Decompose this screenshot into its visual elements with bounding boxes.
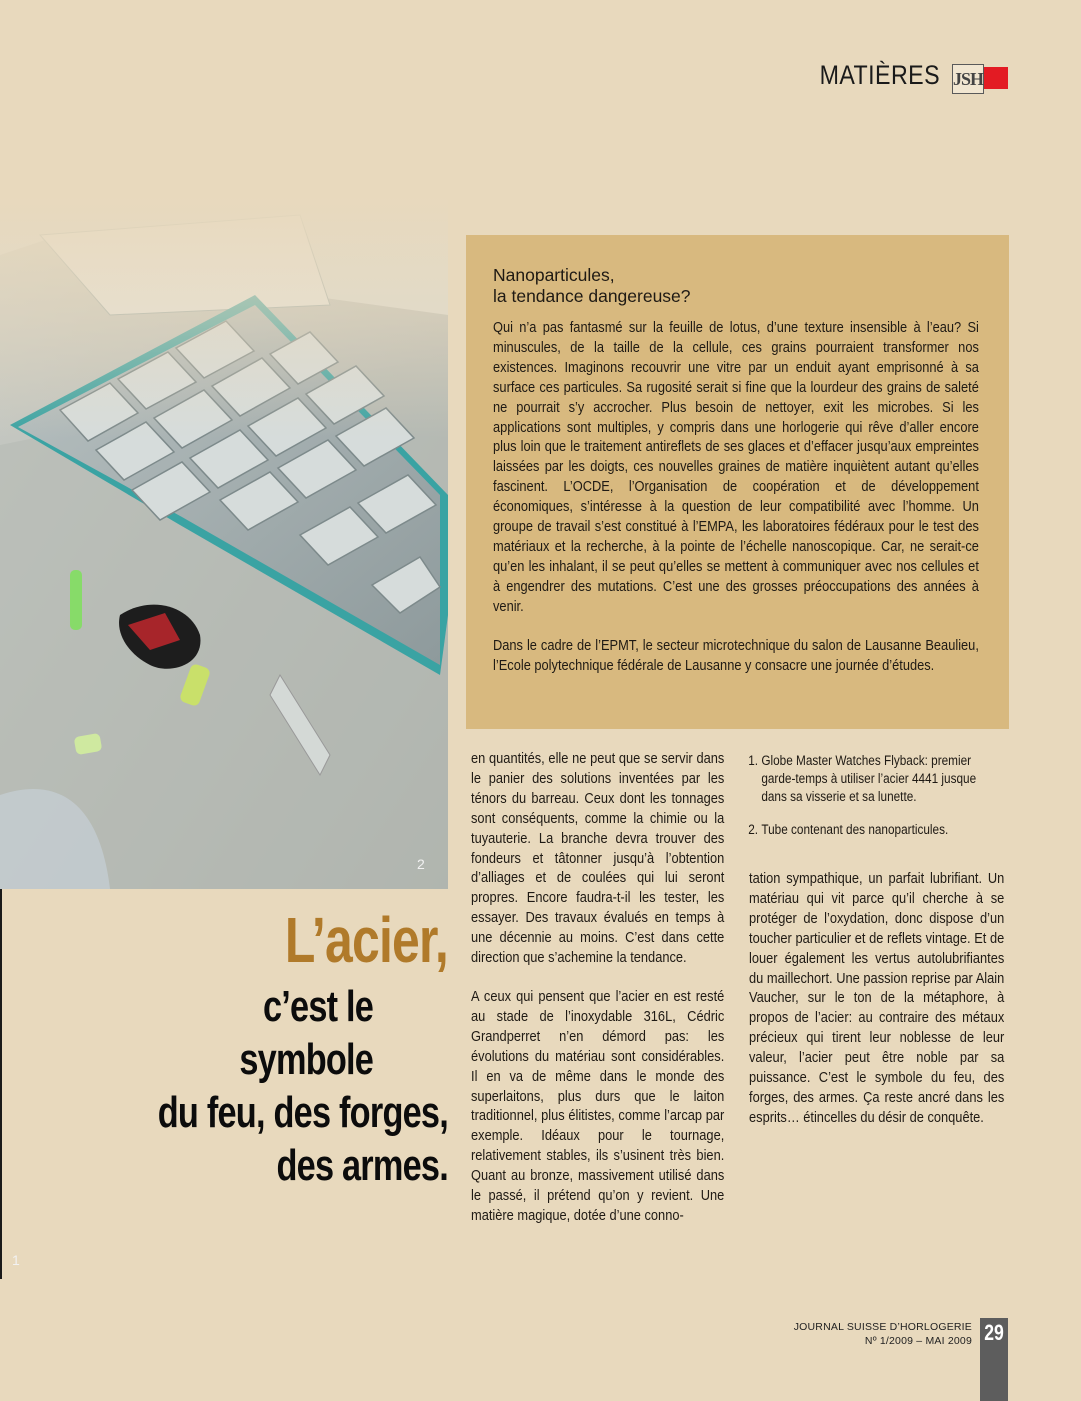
image-number-1: 1 xyxy=(12,1252,20,1268)
article-paragraph: A ceux qui pensent que l’acier en est resté au stade de l’inoxydable 316L, Cédric Grandperret n’en démord pas: les évolutions du matériau sont considérables. Il en va de même dans le monde des superlaitons, plus durs que le laiton traditionnel, plus élitistes, comme l’arcap par exemple. Idéaux pour le tournage, relativement stables, ils s’usinent très bien. Quant au bronze, massivement utilisé dans le passé, il prétend qu’on y revient. Une matière magique, dotée d’une conno- xyxy=(471,988,725,1224)
sidebar-paragraph: Qui n’a pas fantasmé sur la feuille de lotus, d’une texture insensible à l’eau? Si minuscules, de la taille de la cellule, ces grains pourraient transformer nos existences. Imaginons recouvrir une vitre par un enduit ayant emprisonné à sa surface ces particules. Sa rugosité serait si fine que la lourdeur des grains de saleté ne pourrait s’y accrocher. Plus besoin de nettoyer, exit les microbes. Si les applications sont multiples, y compris dans une horlogerie qui rêve d’aller encore plus loin que le traitement antireflets de ses glaces et d’effacer jusqu’aux empreintes laissées par les doigts, ces nouvelles graines de matière inquiètent autant qu’elles fascinent. L’OCDE, l’Organisation de coopération et de développement économiques, s’intéresse à la question de leur compatibilité avec l’homme. Un groupe de travail s’est constitué à l’EMPA, les laboratoires fédéraux pour le test des matériaux et la recherche, à la pointe de l’échelle nanoscopique. Car, ne serait-ce qu’en les inhalant, il se peut qu’elles se mettent à communiquer avec nos cellules et à engendrer des mutations. C’est une des grosses préoccupations des années à venir. xyxy=(493,320,979,615)
article-column-1 xyxy=(471,750,728,1246)
article-paragraph: en quantités, elle ne peut que se servir dans le panier des solutions inventées par les ténors du barreau. Ceux dont les tonnages sont conséquents, comme la chimie ou la tuyauterie. La branche devra trouver des fondeurs et tâtonner jusqu’à l’obtention d’alliages et de coulées qui lui seront propres. Encore faudra-t-il les tester, les essayer. Des travaux évalués en temps à une décennie au moins. C’est dans cette direction que s’achemine la tendance. xyxy=(471,751,725,967)
footer-issue: Nº 1/2009 – MAI 2009 xyxy=(864,1335,972,1347)
sidebar-title-line1: Nanoparticules, xyxy=(493,265,615,285)
sidebar-box xyxy=(466,235,1009,729)
article-paragraph: tation sympathique, un parfait lubrifiant. Un matériau qui vit parce qu’il cherche à se protéger de l’oxydation, donc dispose d’un toucher particulier et de reflets vintage. Et de louer également les vertus autolubrifiantes du maillechort. Une passion reprise par Alain Vaucher, sur le ton de la métaphore, à propos de l’acier: au contraire des métaux précieux qui tirent leur noblesse de leur valeur, l’acier peut être noble par sa puissance. C’est le symbole du feu, des forges, des armes. Ça reste ancré dans les esprits… étincelles du désir de conquête. xyxy=(749,871,1005,1126)
pull-quote xyxy=(60,900,448,1192)
footer-journal-info xyxy=(790,1320,972,1348)
pull-quote-big: L’acier, xyxy=(284,904,448,976)
sidebar-title xyxy=(493,265,691,307)
page-number: 29 xyxy=(984,1320,1004,1345)
logo-text: JSH xyxy=(952,64,984,94)
photo-captions xyxy=(749,752,1008,853)
caption-item: 1. Globe Master Watches Flyback: premier garde-temps à utiliser l’acier 4441 jusque dans sa visserie et sa lunette. xyxy=(761,752,1004,807)
section-title: MATIÈRES xyxy=(819,60,940,90)
sidebar-title-line2: la tendance dangereuse? xyxy=(493,286,691,306)
left-edge-bar xyxy=(0,889,2,1279)
pull-quote-line1: c’est le symbole xyxy=(239,982,374,1084)
pull-quote-line2: du feu, des forges, xyxy=(157,1088,448,1137)
logo-red-square xyxy=(984,67,1008,89)
article-column-2 xyxy=(749,870,1008,1148)
pull-quote-line3: des armes. xyxy=(276,1141,448,1190)
footer-journal-name: JOURNAL SUISSE D’HORLOGERIE xyxy=(793,1321,972,1333)
photo-number: 2 xyxy=(417,856,425,872)
sidebar-body xyxy=(493,319,986,695)
sidebar-paragraph: Dans le cadre de l’EPMT, le secteur microtechnique du salon de Lausanne Beaulieu, l’Ecole polytechnique fédérale de Lausanne y consacre une journée d’études. xyxy=(493,637,979,674)
photo-parts-tray xyxy=(0,195,448,889)
caption-item: 2. Tube contenant des nanoparticules. xyxy=(761,821,1004,839)
jsh-logo xyxy=(952,64,1008,94)
